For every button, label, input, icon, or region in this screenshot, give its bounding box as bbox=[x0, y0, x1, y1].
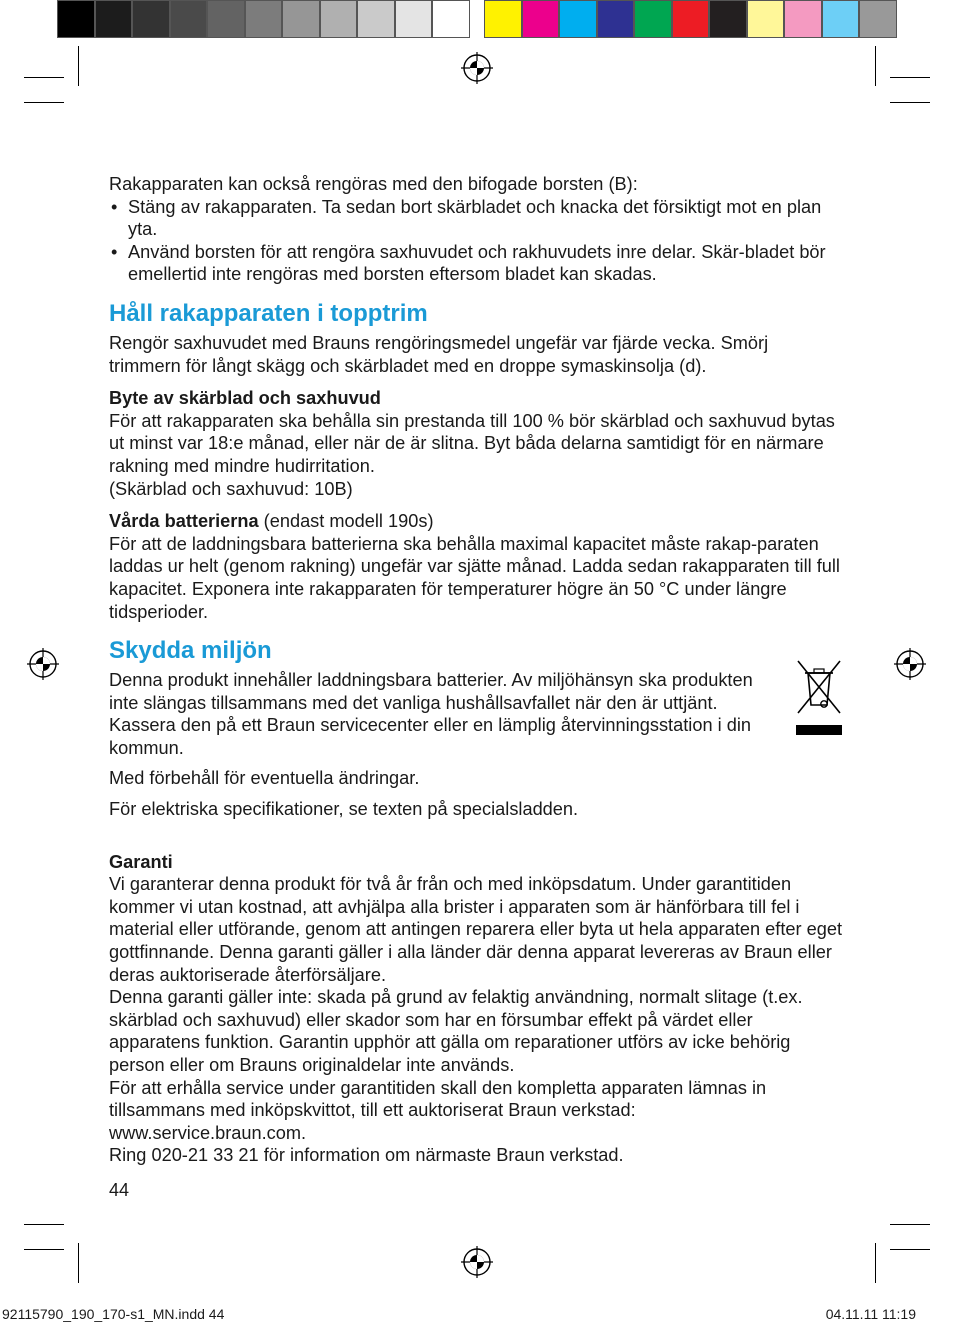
crop-mark bbox=[78, 46, 79, 86]
battery-note: (endast modell 190s) bbox=[258, 511, 434, 532]
crop-mark bbox=[78, 1243, 79, 1283]
environment-body: Denna produkt innehåller laddningsbara batterier. Av miljöhänsyn ska produkten inte slängas tillsammans med det vanliga hushållsavfallet när den är uttjänt. Kassera den på ett Braun servicecenter eller en lämplig återvinningsstation i din kommun. bbox=[109, 670, 753, 758]
crop-mark bbox=[24, 1224, 64, 1225]
battery-body: För att de laddningsbara batterierna ska behålla maximal kapacitet måste rakap-paraten laddas ur helt (genom rakning) ungefär var sjätte månad. Ladda sedan rakapparaten till full kapacitet. Exponera inte rakapparaten för temperaturer högre än 50 °C under längre tidsperioder. bbox=[109, 533, 840, 622]
service-phone: Ring 020-21 33 21 för information om närmaste Braun verkstad. bbox=[109, 1145, 624, 1166]
blade-title: Byte av skärblad och saxhuvud bbox=[109, 388, 381, 409]
color-swatch bbox=[282, 0, 320, 38]
battery-title: Vårda batterierna bbox=[109, 511, 259, 532]
crop-mark bbox=[890, 77, 930, 78]
color-swatch bbox=[132, 0, 170, 38]
warranty-title: Garanti bbox=[109, 851, 173, 872]
warranty-paragraph: Denna garanti gäller inte: skada på grund av felaktig användning, normalt slitage (t.ex. skärblad och saxhuvud) eller skador som har en försumbar effekt på värdet eller apparatens funktion. Garantin upphör att gälla om reparationer utförs av icke behörig person eller om Brauns originaldelar inte används. bbox=[109, 987, 803, 1075]
registration-mark-icon bbox=[27, 648, 59, 680]
page-number: 44 bbox=[109, 1180, 130, 1200]
environment-block bbox=[109, 669, 844, 759]
color-swatch bbox=[559, 0, 597, 38]
color-swatch bbox=[484, 0, 522, 38]
service-url: www.service.braun.com. bbox=[109, 1122, 307, 1143]
crop-mark bbox=[875, 1243, 876, 1283]
color-swatch bbox=[597, 0, 635, 38]
color-swatch bbox=[207, 0, 245, 38]
section-heading-environment: Skydda miljön bbox=[109, 637, 272, 665]
color-swatch bbox=[357, 0, 395, 38]
section-heading-trim: Håll rakapparaten i topptrim bbox=[109, 299, 428, 327]
list-item: • Stäng av rakapparaten. Ta sedan bort skärbladet och knacka det försiktigt mot en plan yta. bbox=[109, 196, 844, 241]
color-swatch bbox=[672, 0, 710, 38]
blade-parts: (Skärblad och saxhuvud: 10B) bbox=[109, 478, 353, 499]
reservation-note: Med förbehåll för eventuella ändringar. bbox=[109, 768, 420, 789]
warranty-paragraph: Vi garanterar denna produkt för två år från och med inköpsdatum. Under garantitiden kommer vi utan kostnad, att avhjälpa alla brister i apparaten som är hänförbara till fel i material eller utförande, genom att antingen reparera eller byta ut hela apparaten efter eget gottfinnande. Denna garanti gäller i alla länder där denna apparat levereras av Braun eller deras auktoriserade återförsäljare. bbox=[109, 874, 843, 985]
crop-mark bbox=[890, 1224, 930, 1225]
cleaning-steps bbox=[109, 196, 844, 286]
crop-mark bbox=[24, 102, 64, 103]
print-slug-filename: 92115790_190_170-s1_MN.indd 44 bbox=[2, 1306, 225, 1322]
crop-mark bbox=[890, 1249, 930, 1250]
registration-mark-icon bbox=[461, 52, 493, 84]
color-swatch bbox=[57, 0, 95, 38]
warranty-paragraph: För att erhålla service under garantitiden skall den kompletta apparaten lämnas in tillsammans med inköpskvittot, till ett auktoriserat Braun verkstad: bbox=[109, 1077, 767, 1121]
battery-title-line bbox=[109, 510, 844, 533]
color-swatch bbox=[95, 0, 133, 38]
crossed-out-wheelie-bin-icon bbox=[794, 659, 844, 737]
registration-mark-icon bbox=[894, 648, 926, 680]
crop-mark bbox=[875, 46, 876, 86]
crop-mark bbox=[24, 1249, 64, 1250]
color-swatch bbox=[245, 0, 283, 38]
color-swatch bbox=[320, 0, 358, 38]
color-swatch bbox=[170, 0, 208, 38]
color-swatch bbox=[709, 0, 747, 38]
color-swatch bbox=[634, 0, 672, 38]
page-body bbox=[109, 173, 844, 1167]
color-swatch bbox=[522, 0, 560, 38]
process-colorbar bbox=[484, 0, 897, 40]
registration-mark-icon bbox=[461, 1246, 493, 1278]
color-swatch bbox=[395, 0, 433, 38]
print-slug-date: 04.11.11 11:19 bbox=[825, 1306, 916, 1322]
grayscale-colorbar bbox=[57, 0, 470, 40]
color-swatch bbox=[859, 0, 897, 38]
crop-mark bbox=[890, 102, 930, 103]
color-swatch bbox=[747, 0, 785, 38]
color-swatch bbox=[784, 0, 822, 38]
color-swatch bbox=[822, 0, 860, 38]
trim-body: Rengör saxhuvudet med Brauns rengöringsmedel ungefär var fjärde vecka. Smörj trimmern för långt skägg och skärbladet med en droppe symaskinsolja (d). bbox=[109, 332, 769, 376]
list-item: • Använd borsten för att rengöra saxhuvudet och rakhuvudets inre delar. Skär-bladet bör emellertid inte rengöras med borsten eftersom bladet kan skadas. bbox=[109, 241, 844, 286]
crop-mark bbox=[24, 77, 64, 78]
cleaning-lead: Rakapparaten kan också rengöras med den bifogade borsten (B): bbox=[109, 174, 638, 194]
blade-body: För att rakapparaten ska behålla sin prestanda till 100 % bör skärblad och saxhuvud bytas ut minst var 18:e månad, eller när de är slitna. Byt båda delarna samtidigt för en närmare rakning med mindre hudirritation. bbox=[109, 410, 835, 476]
specs-note: För elektriska specifikationer, se texten på specialsladden. bbox=[109, 799, 579, 820]
color-swatch bbox=[432, 0, 470, 38]
